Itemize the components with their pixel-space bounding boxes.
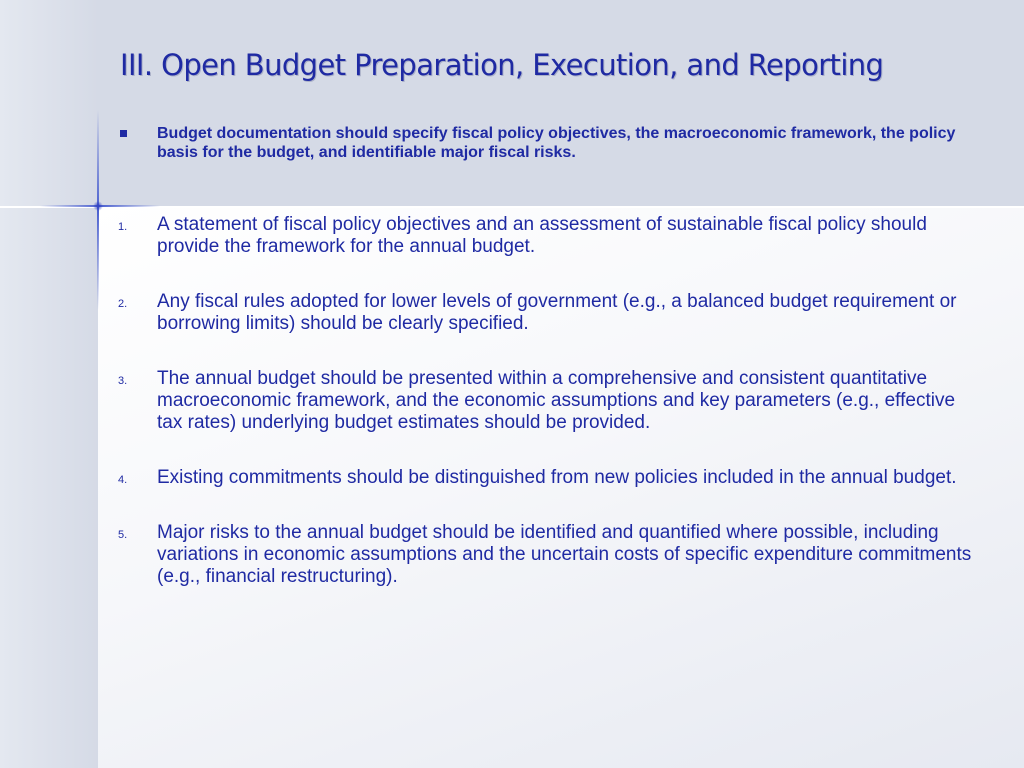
list-item: [118, 368, 978, 434]
cross-ornament-center: [93, 201, 103, 211]
list-item-text: A statement of fiscal policy objectives and an assessment of sustainable fiscal policy should provide the framework for the annual budget.: [157, 214, 927, 257]
list-item: [118, 214, 978, 258]
list-item-number: 1.: [118, 221, 128, 233]
list-item: [118, 291, 978, 335]
numbered-list: [118, 214, 978, 621]
list-item-text: The annual budget should be presented within a comprehensive and consistent quantitative macroeconomic framework, and the economic assumptions and key parameters (e.g., effective tax rates) underlying budget estimates should be provided.: [157, 368, 956, 433]
lead-bullet-text: Budget documentation should specify fiscal policy objectives, the macroeconomic framework, the policy basis for the budget, and identifiable major fiscal risks.: [157, 125, 956, 161]
left-band: [0, 0, 98, 768]
square-bullet-icon: [120, 130, 127, 137]
list-item-number: 3.: [118, 375, 128, 387]
list-item: [118, 522, 978, 588]
slide-title: III. Open Budget Preparation, Execution, and Reporting: [120, 48, 884, 82]
header-band: [0, 0, 1024, 206]
list-item-text: Major risks to the annual budget should be identified and quantified where possible, including variations in economic assumptions and the uncertain costs of specific expenditure commitments (e.g., financial restructuring).: [157, 522, 972, 587]
list-item-text: Any fiscal rules adopted for lower levels of government (e.g., a balanced budget requirement or borrowing limits) should be clearly specified.: [157, 291, 957, 334]
list-item: [118, 467, 978, 489]
list-item-number: 2.: [118, 298, 128, 310]
list-item-number: 4.: [118, 474, 128, 486]
list-item-text: Existing commitments should be distinguished from new policies included in the annual budget.: [157, 467, 957, 488]
list-item-number: 5.: [118, 529, 128, 541]
lead-bullet-row: [120, 124, 980, 162]
